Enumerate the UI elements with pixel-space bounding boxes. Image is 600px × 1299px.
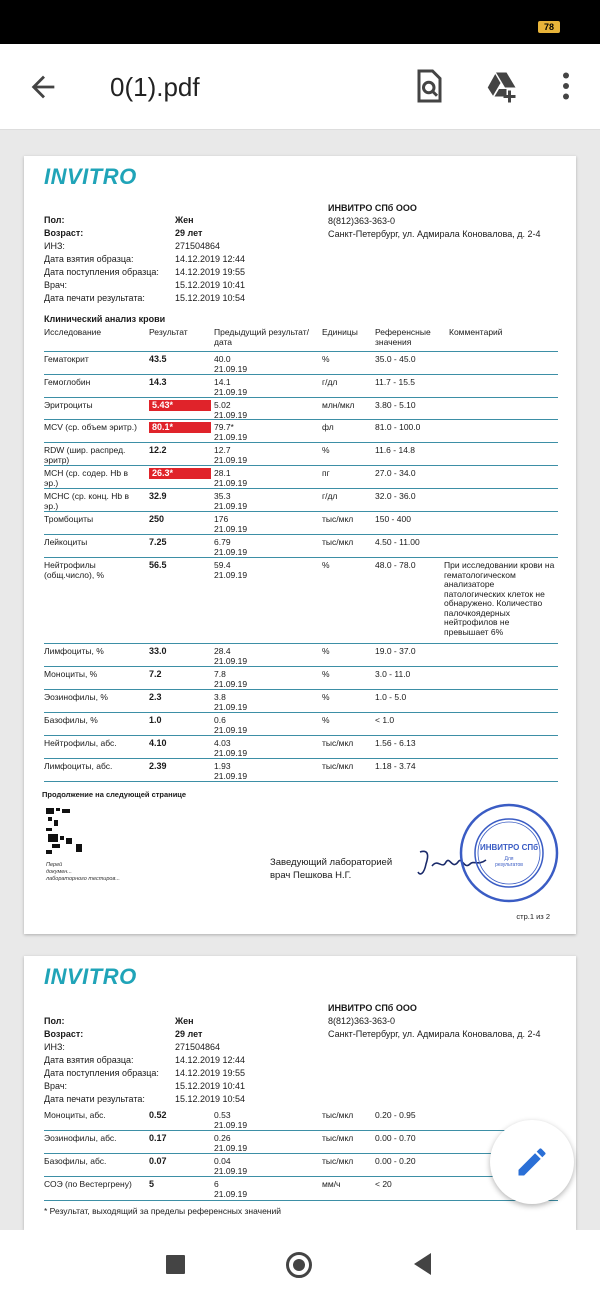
- unit-value: %: [322, 354, 330, 364]
- reference-range: 11.7 - 15.5: [375, 377, 416, 387]
- previous-result: [214, 355, 247, 374]
- table-row: [44, 443, 558, 466]
- table-row: [44, 736, 558, 759]
- info-value: Жен: [175, 1016, 194, 1026]
- previous-date: 21.09.19: [214, 500, 248, 511]
- previous-date: 21.09.19: [214, 386, 248, 397]
- table-row: [44, 420, 558, 443]
- reference-range: 3.0 - 11.0: [375, 669, 411, 679]
- previous-value: 5.02: [214, 400, 231, 410]
- previous-date: 21.09.19: [214, 431, 248, 442]
- battery-indicator: 78: [538, 21, 560, 33]
- previous-date: 21.09.19: [214, 477, 248, 488]
- result-value: 5.43*: [149, 400, 211, 411]
- previous-result: [214, 1134, 247, 1153]
- status-bar: [0, 0, 600, 44]
- previous-result: [214, 716, 247, 735]
- test-name: MCHC (ср. конц. Hb в эр.): [44, 491, 129, 511]
- info-value: 15.12.2019 10:54: [175, 293, 246, 303]
- previous-date: 21.09.19: [214, 523, 248, 534]
- svg-text:ИНВИТРО СПб: ИНВИТРО СПб: [479, 843, 539, 852]
- result-value: 14.3: [149, 377, 167, 387]
- test-name: MCH (ср. содер. Hb в эр.): [44, 468, 129, 488]
- table-row: [44, 512, 558, 535]
- test-name: Моноциты, %: [44, 669, 98, 679]
- table-row: [44, 1108, 558, 1131]
- info-label: Дата взятия образца:: [44, 254, 134, 264]
- result-value: 26.3*: [149, 468, 211, 479]
- head-of-lab: [270, 856, 392, 882]
- result-value: 4.10: [149, 738, 167, 748]
- qr-caption: [46, 862, 120, 883]
- unit-value: %: [322, 646, 330, 656]
- result-value: 7.2: [149, 669, 162, 679]
- reference-range: < 20: [375, 1179, 392, 1189]
- table-row: [44, 713, 558, 736]
- previous-value: 7.8: [214, 669, 226, 679]
- previous-value: 59.4: [214, 560, 231, 570]
- info-label: Пол:: [44, 1016, 65, 1026]
- reference-range: 150 - 400: [375, 514, 411, 524]
- unit-value: фл: [322, 422, 334, 432]
- table-row: [44, 759, 558, 782]
- info-label: Врач:: [44, 280, 68, 290]
- test-name: MCV (ср. объем эритр.): [44, 422, 137, 432]
- previous-value: 0.6: [214, 715, 226, 725]
- test-name: Эозинофилы, абс.: [44, 1133, 117, 1143]
- test-name: Нейтрофилы, абс.: [44, 738, 117, 748]
- previous-date: 21.09.19: [214, 1119, 248, 1130]
- back-arrow-icon[interactable]: [26, 70, 60, 104]
- recent-apps-button[interactable]: [166, 1255, 185, 1274]
- search-document-icon[interactable]: [410, 68, 446, 104]
- previous-value: 3.8: [214, 692, 226, 702]
- result-value: 2.3: [149, 692, 162, 702]
- previous-result: [214, 762, 247, 781]
- previous-date: 21.09.19: [214, 770, 248, 781]
- continued-note: Продолжение на следующей странице: [42, 790, 187, 799]
- lab-name: ИНВИТРО СПб ООО: [328, 1003, 417, 1013]
- pdf-page-2: [24, 956, 576, 1230]
- reference-range: 4.50 - 11.00: [375, 537, 420, 547]
- result-value: 33.0: [149, 646, 167, 656]
- previous-value: 1.93: [214, 761, 231, 771]
- previous-result: [214, 1180, 247, 1199]
- info-value: 14.12.2019 12:44: [175, 1055, 246, 1065]
- lab-info: [328, 202, 541, 241]
- table-header: [44, 326, 558, 352]
- info-value: Жен: [175, 215, 194, 225]
- test-name: Базофилы, %: [44, 715, 98, 725]
- reference-range: 1.18 - 3.74: [375, 761, 416, 771]
- info-value: 29 лет: [175, 1029, 203, 1039]
- unit-value: мм/ч: [322, 1179, 341, 1189]
- document-title: 0(1).pdf: [110, 72, 200, 102]
- test-name: Лимфоциты, %: [44, 646, 104, 656]
- info-label: Возраст:: [44, 1029, 84, 1039]
- table-row: [44, 535, 558, 558]
- test-name: Эритроциты: [44, 400, 93, 410]
- previous-value: 79.7*: [214, 422, 234, 432]
- header-test: Исследование: [44, 327, 102, 337]
- qr-caption-line: Перей: [46, 862, 63, 868]
- header-comment: Комментарий: [449, 327, 503, 337]
- test-name: СОЭ (по Вестергрену): [44, 1179, 132, 1189]
- head-of-lab-name: врач Пешкова Н.Г.: [270, 870, 352, 881]
- seal-stamp-icon: [458, 802, 560, 904]
- previous-value: 0.04: [214, 1156, 231, 1166]
- result-value: 32.9: [149, 491, 167, 501]
- previous-value: 40.0: [214, 354, 231, 364]
- unit-value: тыс/мкл: [322, 1133, 354, 1143]
- previous-value: 28.4: [214, 646, 231, 656]
- result-value: 0.07: [149, 1156, 167, 1166]
- result-value: 12.2: [149, 445, 167, 455]
- previous-value: 6.79: [214, 537, 231, 547]
- previous-value: 28.1: [214, 468, 231, 478]
- previous-date: 21.09.19: [214, 724, 248, 735]
- table-row: [44, 644, 558, 667]
- table-row: [44, 489, 558, 512]
- table-row: [44, 466, 558, 489]
- previous-date: 21.09.19: [214, 701, 248, 712]
- previous-value: 6: [214, 1179, 219, 1189]
- info-label: Возраст:: [44, 228, 84, 238]
- table-row: [44, 667, 558, 690]
- reference-range: 48.0 - 78.0: [375, 560, 416, 570]
- head-of-lab-title: Заведующий лабораторией: [270, 857, 393, 868]
- info-value: 14.12.2019 19:55: [175, 1068, 246, 1078]
- back-button[interactable]: [414, 1253, 431, 1275]
- info-value: 14.12.2019 19:55: [175, 267, 246, 277]
- previous-result: [214, 423, 247, 442]
- test-name: Лейкоциты: [44, 537, 88, 547]
- pencil-icon: [514, 1144, 550, 1180]
- header-result: Результат: [149, 327, 188, 337]
- unit-value: %: [322, 715, 330, 725]
- result-value: 1.0: [149, 715, 162, 725]
- reference-range: 35.0 - 45.0: [375, 354, 416, 364]
- qr-caption-line: лабораторного тестиров...: [46, 876, 120, 882]
- info-value: 15.12.2019 10:41: [175, 280, 246, 290]
- previous-result: [214, 446, 247, 465]
- reference-range: 11.6 - 14.8: [375, 445, 416, 455]
- app-toolbar: [0, 44, 600, 130]
- previous-value: 0.26: [214, 1133, 231, 1143]
- info-label: ИНЗ:: [44, 241, 65, 251]
- info-label: Дата печати результата:: [44, 1094, 145, 1104]
- result-value: 250: [149, 514, 165, 524]
- previous-value: 35.3: [214, 491, 231, 501]
- invitro-logo: INVITRO: [44, 964, 137, 989]
- reference-range: 27.0 - 34.0: [375, 468, 416, 478]
- edit-button[interactable]: [490, 1120, 574, 1204]
- info-label: Дата поступления образца:: [44, 267, 159, 277]
- previous-value: 0.53: [214, 1110, 231, 1120]
- info-value: 15.12.2019 10:41: [175, 1081, 246, 1091]
- result-value: 7.25: [149, 537, 167, 547]
- qr-caption-line: докумен...: [46, 869, 72, 875]
- previous-result: [214, 739, 247, 758]
- info-value: 271504864: [175, 241, 221, 251]
- svg-text:результатов: результатов: [495, 862, 523, 868]
- previous-result: [214, 1111, 247, 1130]
- unit-value: тыс/мкл: [322, 1156, 354, 1166]
- invitro-logo: INVITRO: [44, 164, 137, 189]
- previous-date: 21.09.19: [214, 1165, 248, 1176]
- add-to-drive-icon[interactable]: [484, 68, 520, 104]
- reference-range: < 1.0: [375, 715, 395, 725]
- info-value: 29 лет: [175, 228, 203, 238]
- previous-date: 21.09.19: [214, 409, 248, 420]
- unit-value: %: [322, 669, 330, 679]
- result-value: 5: [149, 1179, 155, 1189]
- test-name: Базофилы, абс.: [44, 1156, 107, 1166]
- info-label: Дата поступления образца:: [44, 1068, 159, 1078]
- info-label: Дата печати результата:: [44, 293, 145, 303]
- unit-value: пг: [322, 468, 330, 478]
- section-title: Клинический анализ крови: [44, 314, 166, 324]
- reference-range: 19.0 - 37.0: [375, 646, 416, 656]
- previous-result: [214, 1157, 247, 1176]
- test-name: Тромбоциты: [44, 514, 94, 524]
- page-number: стр.1 из 2: [516, 912, 550, 921]
- previous-result: [214, 401, 247, 420]
- result-value: 43.5: [149, 354, 167, 364]
- table-row: [44, 1154, 558, 1177]
- reference-range: 0.00 - 0.20: [375, 1156, 416, 1166]
- unit-value: %: [322, 692, 330, 702]
- test-name: RDW (шир. распред. эритр): [44, 445, 126, 465]
- unit-value: тыс/мкл: [322, 761, 354, 771]
- info-label: Дата взятия образца:: [44, 1055, 134, 1065]
- result-value: 0.17: [149, 1133, 167, 1143]
- previous-date: 21.09.19: [214, 747, 248, 758]
- test-name: Моноциты, абс.: [44, 1110, 106, 1120]
- previous-result: [214, 515, 247, 534]
- unit-value: тыс/мкл: [322, 537, 354, 547]
- previous-value: 14.1: [214, 377, 231, 387]
- table-row: [44, 398, 558, 420]
- info-label: ИНЗ:: [44, 1042, 65, 1052]
- table-row: [44, 558, 558, 644]
- unit-value: г/дл: [322, 377, 338, 387]
- previous-date: 21.09.19: [214, 1188, 248, 1199]
- reference-range: 32.0 - 36.0: [375, 491, 416, 501]
- unit-value: тыс/мкл: [322, 1110, 354, 1120]
- previous-result: [214, 378, 247, 397]
- previous-date: 21.09.19: [214, 655, 248, 666]
- previous-value: 12.7: [214, 445, 231, 455]
- table-row: [44, 352, 558, 375]
- previous-result: [214, 469, 247, 488]
- test-name: Гемоглобин: [44, 377, 91, 387]
- reference-range: 3.80 - 5.10: [375, 400, 416, 410]
- test-name: Эозинофилы, %: [44, 692, 108, 702]
- result-value: 80.1*: [149, 422, 211, 433]
- previous-date: 21.09.19: [214, 454, 248, 465]
- comment-text: При исследовании крови на гематологическом анализаторе патологических клеток не обнаружено. Количество палочкоядерных нейтрофилов не превышает 6%: [444, 560, 555, 637]
- lab-address: Санкт-Петербург, ул. Адмирала Коновалова, д. 2-4: [328, 229, 541, 239]
- test-name: Лимфоциты, абс.: [44, 761, 113, 771]
- previous-value: 176: [214, 514, 229, 524]
- header-ref: Референсные значения: [375, 327, 431, 347]
- reference-range: 0.20 - 0.95: [375, 1110, 416, 1120]
- unit-value: тыс/мкл: [322, 514, 354, 524]
- unit-value: %: [322, 560, 330, 570]
- more-options-icon[interactable]: [548, 68, 584, 104]
- reference-range: 1.56 - 6.13: [375, 738, 416, 748]
- previous-date: 21.09.19: [214, 363, 248, 374]
- info-value: 14.12.2019 12:44: [175, 254, 246, 264]
- result-value: 56.5: [149, 560, 167, 570]
- reference-range: 81.0 - 100.0: [375, 422, 421, 432]
- system-navigation-bar: [0, 1230, 600, 1299]
- unit-value: %: [322, 445, 330, 455]
- pdf-page-1: [24, 156, 576, 934]
- qr-code-icon: [46, 808, 86, 870]
- table-row: [44, 1177, 558, 1201]
- result-value: 2.39: [149, 761, 167, 771]
- info-value: 271504864: [175, 1042, 221, 1052]
- unit-value: тыс/мкл: [322, 738, 354, 748]
- lab-name: ИНВИТРО СПб ООО: [328, 203, 417, 213]
- previous-result: [214, 492, 247, 511]
- table-row: [44, 690, 558, 713]
- previous-result: [214, 693, 247, 712]
- svg-text:Для: Для: [504, 856, 514, 862]
- result-value: 0.52: [149, 1110, 167, 1120]
- lab-info: [328, 1002, 541, 1041]
- info-label: Пол:: [44, 215, 65, 225]
- unit-value: г/дл: [322, 491, 338, 501]
- test-name: Гематокрит: [44, 354, 89, 364]
- reference-range: 0.00 - 0.70: [375, 1133, 416, 1143]
- previous-result: [214, 670, 247, 689]
- previous-value: 4.03: [214, 738, 231, 748]
- reference-range: 1.0 - 5.0: [375, 692, 407, 702]
- previous-date: 21.09.19: [214, 569, 248, 580]
- lab-phone: 8(812)363-363-0: [328, 216, 396, 226]
- previous-date: 21.09.19: [214, 1142, 248, 1153]
- home-button[interactable]: [286, 1252, 312, 1278]
- table-row: [44, 1131, 558, 1154]
- lab-address: Санкт-Петербург, ул. Адмирала Коновалова, д. 2-4: [328, 1029, 541, 1039]
- info-label: Врач:: [44, 1081, 68, 1091]
- table-row: [44, 375, 558, 398]
- previous-date: 21.09.19: [214, 678, 248, 689]
- info-value: 15.12.2019 10:54: [175, 1094, 246, 1104]
- unit-value: млн/мкл: [322, 400, 355, 410]
- previous-result: [214, 647, 247, 666]
- previous-date: 21.09.19: [214, 546, 248, 557]
- header-unit: Единицы: [322, 327, 358, 337]
- test-name: Нейтрофилы (общ.число), %: [44, 560, 105, 580]
- lab-phone: 8(812)363-363-0: [328, 1016, 396, 1026]
- previous-result: [214, 561, 247, 580]
- footnote: * Результат, выходящий за пределы референсных значений: [44, 1206, 281, 1216]
- header-prev: Предыдущий результат/дата: [214, 327, 309, 347]
- previous-result: [214, 538, 247, 557]
